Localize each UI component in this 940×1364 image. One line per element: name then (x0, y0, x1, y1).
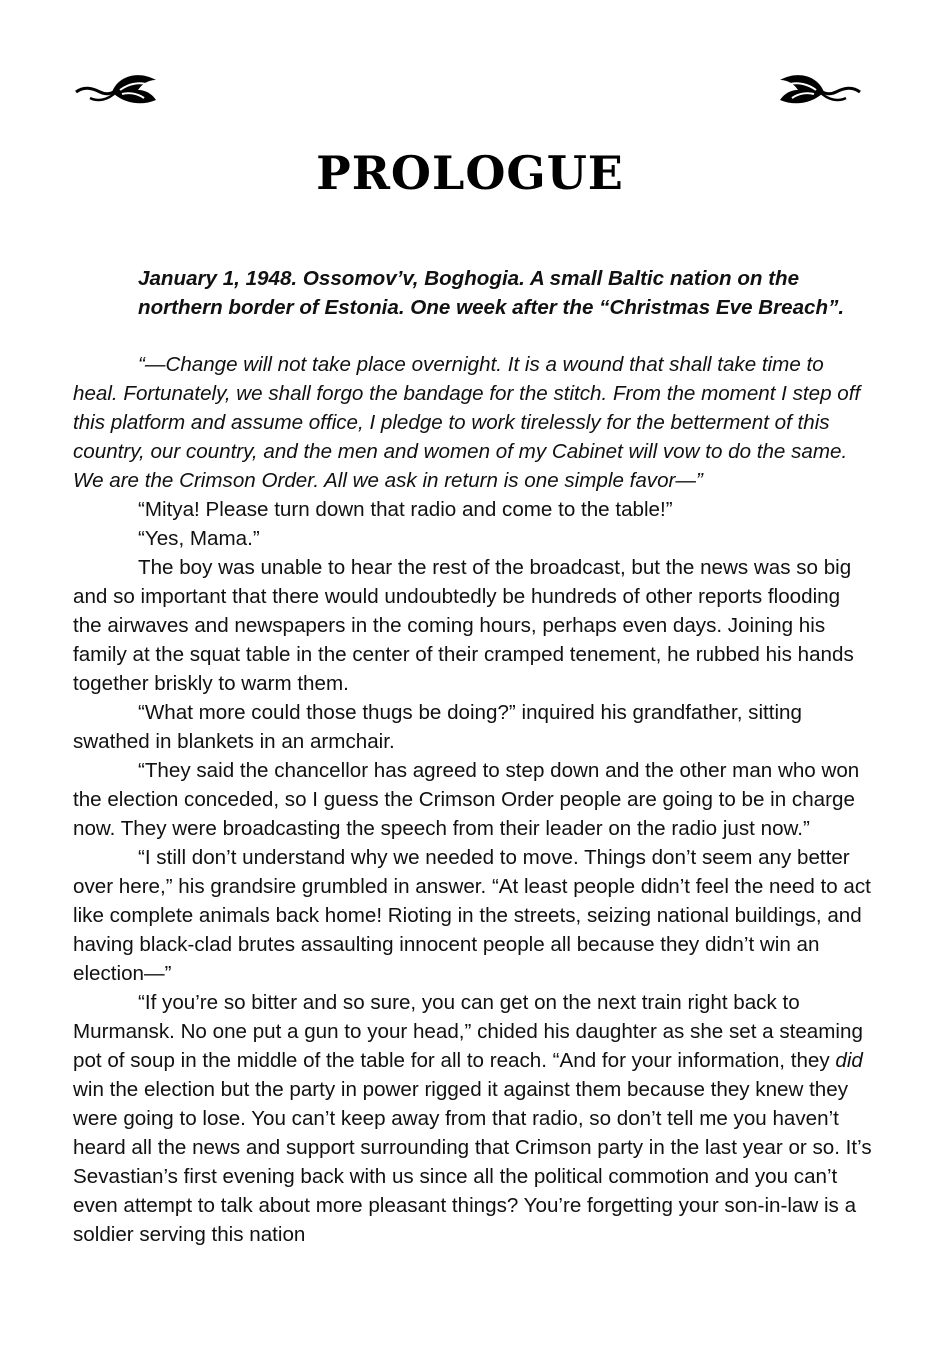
emphasized-word: did (835, 1049, 863, 1072)
paragraph: The boy was unable to hear the rest of the broadcast, but the news was so big and so important that there would undoubtedly be hundreds of other reports flooding the airwaves and newspapers in the coming hours, perhaps even days. Joining his family at the squat table in the center of their cramped tenement, he rubbed his hands together briskly to warm them. (73, 556, 854, 695)
paragraph: “Yes, Mama.” (138, 527, 260, 550)
paragraph (73, 988, 873, 1249)
paragraph: “What more could those thugs be doing?” inquired his grandfather, sitting swathed in blankets in an armchair. (73, 701, 802, 753)
paragraph-text: win the election but the party in power rigged it against them because they knew they were going to lose. You can’t keep away from that radio, so don’t tell me you haven’t heard all the news and support surrounding that Crimson party in the last year or so. It’s Sevastian’s first evening back with us since all the political commotion and you can’t even attempt to talk about more pleasant things? You’re forgetting your son-in-law is a soldier serving this nation (73, 1078, 872, 1246)
paragraph: “I still don’t understand why we needed to move. Things don’t seem any better over here,” his grandsire grumbled in answer. “At least people didn’t feel the need to act like complete animals back home! Rioting in the streets, seizing national buildings, and having black-clad brutes assaulting innocent people all because they didn’t win an election—” (73, 846, 871, 985)
chapter-body (73, 350, 873, 1249)
chapter-intro: January 1, 1948. Ossomov’v, Boghogia. A small Baltic nation on the northern border of Estonia. One week after the “Christmas Eve Breach”. (138, 267, 845, 319)
leaf-flourish-icon (774, 66, 864, 112)
paragraph-text: “If you’re so bitter and so sure, you can get on the next train right back to Murmansk. No one put a gun to your head,” chided his daughter as she set a steaming pot of soup in the middle of the table for all to reach. “And for your information, they (73, 991, 863, 1072)
leaf-flourish-icon (72, 66, 162, 112)
paragraph: “—Change will not take place overnight. It is a wound that shall take time to heal. Fortunately, we shall forgo the bandage for the stitch. From the moment I step off this platform and assume office, I pledge to work tirelessly for the betterment of this country, our country, and the men and women of my Cabinet will vow to do the same. We are the Crimson Order. All we ask in return is one simple favor—” (73, 353, 861, 492)
paragraph: “They said the chancellor has agreed to step down and the other man who won the election conceded, so I guess the Crimson Order people are going to be in charge now. They were broadcasting the speech from their leader on the radio just now.” (73, 759, 860, 840)
chapter-title: PROLOGUE (316, 146, 624, 200)
paragraph: “Mitya! Please turn down that radio and come to the table!” (138, 498, 673, 521)
